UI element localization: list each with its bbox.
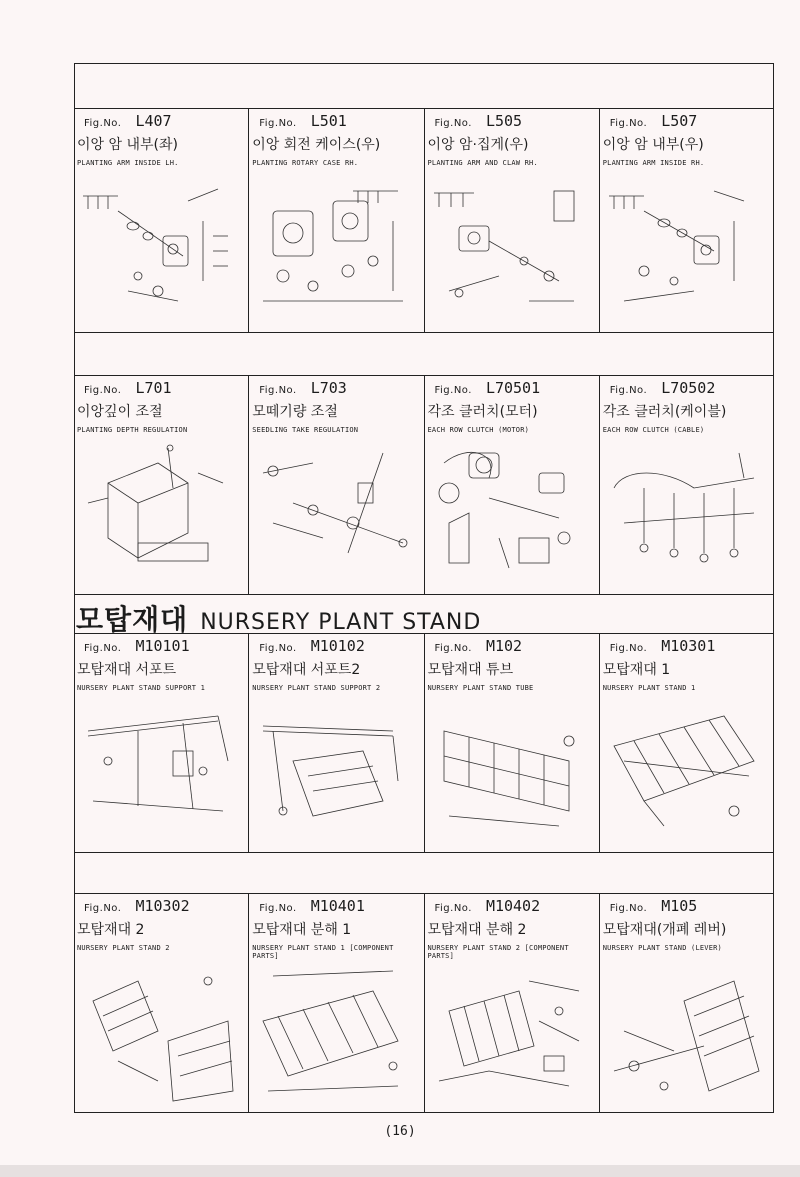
exploded-parts-diagram: [604, 961, 764, 1106]
figure-number: Fig.No. M10102: [259, 637, 365, 655]
exploded-parts-diagram: [429, 961, 589, 1106]
exploded-parts-diagram: [253, 701, 413, 846]
figure-cell-l701[interactable]: [74, 376, 249, 594]
exploded-parts-diagram: [78, 701, 238, 846]
figure-cell-l703[interactable]: [249, 376, 424, 594]
figure-number: Fig.No. L407: [84, 112, 172, 130]
figure-cell-m10301[interactable]: [600, 634, 774, 852]
figure-title-english: PLANTING DEPTH REGULATION: [77, 426, 188, 434]
figure-number: Fig.No. L70501: [434, 379, 541, 397]
figure-cell-m10101[interactable]: [74, 634, 249, 852]
exploded-parts-diagram: [253, 181, 413, 326]
figure-row-1: [74, 108, 774, 333]
figure-title-korean: 모탑재대 2: [77, 922, 145, 938]
figure-title-korean: 각조 클러치(모터): [427, 404, 538, 420]
figure-title-english: NURSERY PLANT STAND 2 [COMPONENT PARTS]: [427, 944, 569, 960]
figure-title-korean: 모탑재대 서포트2: [252, 662, 361, 678]
exploded-parts-diagram: [78, 443, 238, 588]
figure-cell-m105[interactable]: [600, 894, 774, 1112]
figure-title-english: PLANTING ROTARY CASE RH.: [252, 159, 359, 167]
exploded-parts-diagram: [604, 181, 764, 326]
figure-title-korean: 모떼기량 조절: [252, 404, 338, 420]
figure-row-3: [74, 633, 774, 853]
figure-title-english: EACH ROW CLUTCH (CABLE): [602, 426, 705, 434]
exploded-parts-diagram: [78, 181, 238, 326]
figure-title-english: NURSERY PLANT STAND 2: [77, 944, 170, 952]
figure-number: Fig.No. M10301: [609, 637, 716, 655]
figure-title-english: SEEDLING TAKE REGULATION: [252, 426, 359, 434]
figure-number: Fig.No. L507: [609, 112, 698, 130]
figure-title-english: PLANTING ARM INSIDE LH.: [77, 159, 179, 167]
figure-row-2: [74, 375, 774, 595]
figure-cell-l70502[interactable]: [600, 376, 774, 594]
figure-title-korean: 이앙 암 내부(우): [602, 137, 704, 153]
scan-edge-strip: [0, 1165, 800, 1177]
exploded-parts-diagram: [604, 701, 764, 846]
figure-title-english: PLANTING ARM INSIDE RH.: [602, 159, 705, 167]
figure-title-korean: 이앙 암 내부(좌): [77, 137, 178, 153]
exploded-parts-diagram: [429, 443, 589, 588]
figure-title-korean: 모탑재대(개폐 레버): [602, 922, 727, 938]
figure-cell-l505[interactable]: [425, 109, 600, 332]
figure-title-korean: 이앙깊이 조절: [77, 404, 163, 420]
figure-title-english: NURSERY PLANT STAND TUBE: [427, 684, 534, 692]
figure-cell-m10402[interactable]: [425, 894, 600, 1112]
section-heading: [76, 598, 481, 638]
figure-cell-m10401[interactable]: [249, 894, 424, 1112]
exploded-parts-diagram: [429, 181, 589, 326]
figure-title-english: EACH ROW CLUTCH (MOTOR): [427, 426, 530, 434]
exploded-parts-diagram: [253, 443, 413, 588]
exploded-parts-diagram: [604, 443, 764, 588]
figure-title-korean: 이앙 암·집게(우): [427, 137, 529, 153]
figure-title-korean: 모탑재대 튜브: [427, 662, 514, 678]
figure-cell-l70501[interactable]: [425, 376, 600, 594]
figure-number: Fig.No. M10302: [84, 897, 190, 915]
section-heading-english: NURSERY PLANT STAND: [200, 610, 482, 635]
figure-number: Fig.No. M102: [434, 637, 523, 655]
figure-number: Fig.No. M105: [609, 897, 698, 915]
figure-number: Fig.No. L703: [259, 379, 347, 397]
figure-title-english: NURSERY PLANT STAND (LEVER): [602, 944, 722, 952]
figure-title-english: NURSERY PLANT STAND SUPPORT 2: [252, 684, 381, 692]
figure-title-korean: 모탑재대 분해 1: [252, 922, 352, 938]
figure-cell-m10302[interactable]: [74, 894, 249, 1112]
figure-number: Fig.No. L501: [259, 112, 347, 130]
section-heading-korean: 모탑재대: [76, 603, 189, 636]
figure-cell-l501[interactable]: [249, 109, 424, 332]
figure-number: Fig.No. M10402: [434, 897, 541, 915]
figure-cell-m10102[interactable]: [249, 634, 424, 852]
figure-cell-m102[interactable]: [425, 634, 600, 852]
page-number: (16): [384, 1124, 416, 1139]
figure-number: Fig.No. L70502: [609, 379, 716, 397]
figure-title-english: NURSERY PLANT STAND 1 [COMPONENT PARTS]: [252, 944, 394, 960]
exploded-parts-diagram: [78, 961, 238, 1106]
figure-number: Fig.No. L701: [84, 379, 172, 397]
figure-cell-l507[interactable]: [600, 109, 774, 332]
figure-title-korean: 모탑재대 서포트: [77, 662, 177, 678]
figure-title-korean: 이앙 회전 케이스(우): [252, 137, 381, 153]
figure-number: Fig.No. M10401: [259, 897, 365, 915]
figure-title-korean: 각조 클러치(케이블): [602, 404, 727, 420]
figure-title-korean: 모탑재대 1: [602, 662, 671, 678]
figure-number: Fig.No. M10101: [84, 637, 190, 655]
exploded-parts-diagram: [429, 701, 589, 846]
figure-row-4: [74, 893, 774, 1113]
figure-title-english: NURSERY PLANT STAND 1: [602, 684, 696, 692]
figure-number: Fig.No. L505: [434, 112, 523, 130]
figure-title-english: PLANTING ARM AND CLAW RH.: [427, 159, 538, 167]
exploded-parts-diagram: [253, 961, 413, 1106]
figure-title-english: NURSERY PLANT STAND SUPPORT 1: [77, 684, 206, 692]
figure-cell-l407[interactable]: [74, 109, 249, 332]
figure-title-korean: 모탑재대 분해 2: [427, 922, 527, 938]
